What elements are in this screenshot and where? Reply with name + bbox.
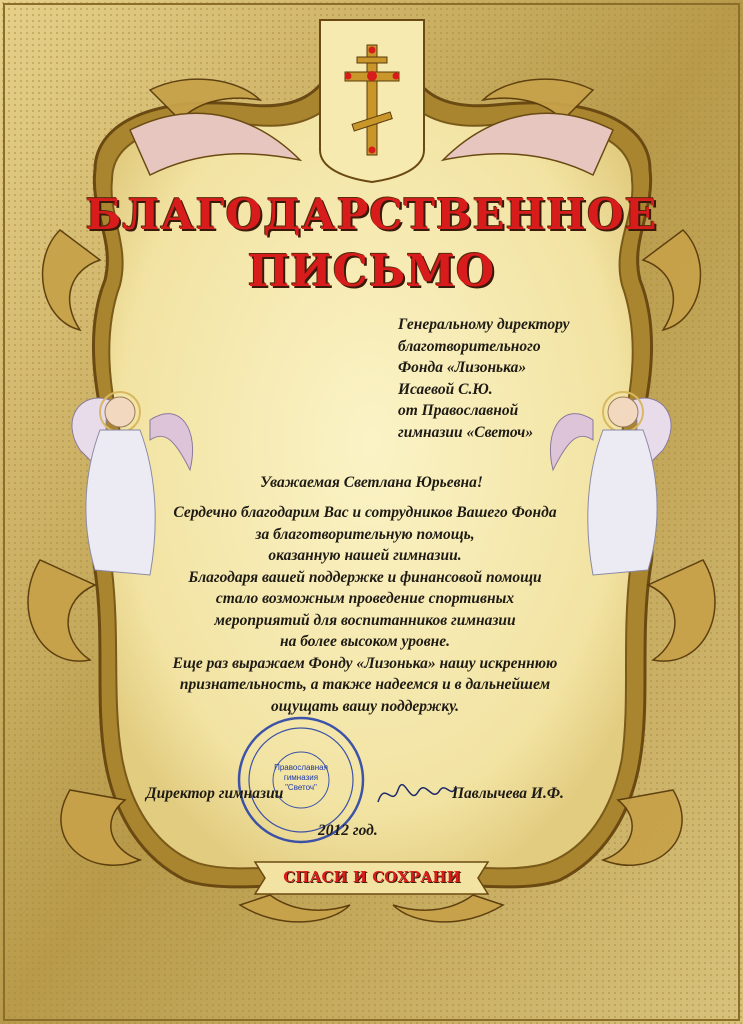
- body-line: признательность, а также надеемся и в дальнейшем: [179, 676, 551, 693]
- body-line: оказанную нашей гимназии.: [268, 547, 462, 564]
- signature-role: Директор гимназии: [146, 785, 284, 802]
- addressee-line: Фонда «Лизонька»: [398, 359, 527, 376]
- motto-banner-text: СПАСИ И СОХРАНИ: [283, 868, 461, 886]
- addressee-line: от Православной: [398, 402, 519, 419]
- signature-name: Павлычева И.Ф.: [452, 785, 564, 802]
- body-line: Благодаря вашей поддержке и финансовой помощи: [188, 568, 542, 586]
- body-line: стало возможным проведение спортивных: [215, 590, 515, 607]
- addressee-line: Исаевой С.Ю.: [398, 380, 493, 398]
- orthodox-cross-icon: [320, 20, 424, 182]
- body-line: на более высоком уровне.: [279, 633, 450, 650]
- greeting: Уважаемая Светлана Юрьевна!: [260, 474, 483, 491]
- addressee-line: Генеральному директору: [398, 316, 570, 333]
- title-line-1: БЛАГОДАРСТВЕННОЕ: [85, 190, 658, 239]
- addressee-line: благотворительного: [398, 337, 541, 355]
- body-line: мероприятий для воспитанников гимназии: [214, 611, 516, 629]
- body-line: Еще раз выражаем Фонду «Лизонька» нашу искреннюю: [172, 654, 558, 672]
- body-line: за благотворительную помощь,: [255, 525, 475, 543]
- title-line-2: ПИСЬМО: [247, 246, 496, 297]
- body-line: Сердечно благодарим Вас и сотрудников Вашего Фонда: [173, 504, 557, 521]
- stamp-line: Православная: [274, 763, 328, 772]
- letter-body: [130, 502, 600, 717]
- body-line: ощущать вашу поддержку.: [270, 697, 460, 715]
- addressee-block: [398, 314, 638, 443]
- stamp-line: гимназия: [283, 773, 319, 782]
- addressee-line: гимназии «Светоч»: [398, 423, 534, 441]
- letter-date: 2012 год.: [318, 822, 378, 839]
- stamp-line: "Светоч": [285, 783, 317, 792]
